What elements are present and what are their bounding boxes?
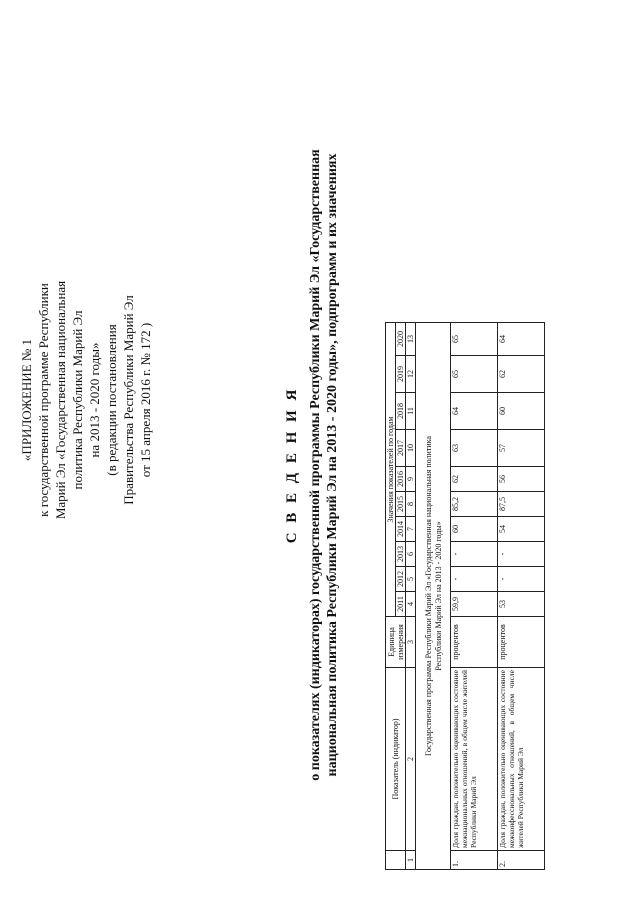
column-number: 13: [406, 323, 416, 356]
row-value: 59,9: [451, 592, 498, 617]
header-year: 2014: [396, 517, 406, 542]
header-year: 2020: [396, 323, 406, 356]
header-indicator: Показатель (индикатор): [386, 668, 406, 851]
appendix-block: [18, 235, 154, 565]
row-value: 62: [498, 356, 545, 393]
appendix-line: к государственной программе Республики: [36, 283, 51, 517]
section-title-line-2: Республики Марий Эл на 2013 - 2020 годы»: [434, 521, 443, 671]
row-value: 64: [498, 323, 545, 356]
column-number: 10: [406, 430, 416, 467]
appendix-line: «ПРИЛОЖЕНИЕ № 1: [19, 338, 34, 462]
column-number: 12: [406, 356, 416, 393]
table-row: [498, 323, 545, 870]
row-number: 2.: [498, 851, 545, 870]
row-value: 65: [451, 356, 498, 393]
document-title: [284, 65, 341, 865]
row-unit: процентов: [451, 617, 498, 668]
row-value: 60: [451, 517, 498, 542]
row-value: 56: [498, 467, 545, 492]
column-number: 4: [406, 592, 416, 617]
table-row: [451, 323, 498, 870]
row-value: 54: [498, 517, 545, 542]
column-number: 6: [406, 542, 416, 567]
row-value: 53: [498, 592, 545, 617]
row-number: 1.: [451, 851, 498, 870]
column-number: 9: [406, 467, 416, 492]
row-indicator-name: Доля граждан, положительно оценивающих состояние межнациональных отношений, в общем числе жителей Республики Марий Эл: [451, 668, 498, 851]
title-line-1: о показателях (индикаторах) государственной программы Республики Марий Эл «Государственная: [308, 149, 323, 781]
section-cell: [416, 323, 451, 870]
column-number: 8: [406, 492, 416, 517]
section-row: [416, 323, 451, 870]
header-unit: Единица измерения: [386, 617, 406, 668]
header-year: 2017: [396, 430, 406, 467]
header-values-by-year: Значения показателей по годам: [386, 323, 396, 617]
column-number-row: [406, 323, 416, 870]
column-number: 5: [406, 567, 416, 592]
appendix-line: (в редакции постановления: [104, 324, 119, 476]
header-year: 2011: [396, 592, 406, 617]
appendix-line: на 2013 - 2020 годы»: [87, 342, 102, 458]
row-value: -: [498, 567, 545, 592]
header-year: 2015: [396, 492, 406, 517]
row-value: -: [498, 542, 545, 567]
row-value: 62: [451, 467, 498, 492]
section-title-line-1: Государственная программа Республики Марий Эл «Государственная национальная политика: [424, 436, 433, 756]
column-number: 11: [406, 393, 416, 430]
row-unit: процентов: [498, 617, 545, 668]
row-value: 57: [498, 430, 545, 467]
header-year: 2013: [396, 542, 406, 567]
row-value: 85,2: [451, 492, 498, 517]
header-year: 2016: [396, 467, 406, 492]
column-number: 3: [406, 617, 416, 668]
row-value: -: [451, 567, 498, 592]
header-year: 2019: [396, 356, 406, 393]
title-line-2: национальная политика Республики Марий Эл на 2013 - 2020 годы», подпрограмм и их значениях: [325, 153, 340, 777]
row-value: 60: [498, 393, 545, 430]
title-heading: С В Е Д Е Н И Я: [284, 386, 300, 544]
header-year: 2012: [396, 567, 406, 592]
appendix-line: Марий Эл «Государственная национальная: [53, 280, 68, 520]
header-row: [386, 323, 396, 870]
row-indicator-name: Доля граждан, положительно оценивающих состояние межконфессиональных отношений, в общем числе жителей Республики Марий Эл: [498, 668, 545, 851]
row-value: -: [451, 542, 498, 567]
header-num: [386, 851, 406, 870]
indicators-table: [385, 322, 545, 870]
column-number: 7: [406, 517, 416, 542]
appendix-line: политика Республики Марий Эл: [70, 310, 85, 490]
header-year: 2018: [396, 393, 406, 430]
row-value: 64: [451, 393, 498, 430]
row-value: 65: [451, 323, 498, 356]
column-number: 1: [406, 851, 416, 870]
appendix-line: от 15 апреля 2016 г. № 172 ): [138, 322, 153, 478]
row-value: 63: [451, 430, 498, 467]
column-number: 2: [406, 668, 416, 851]
row-value: 87,5: [498, 492, 545, 517]
appendix-line: Правительства Республики Марий Эл: [121, 295, 136, 505]
